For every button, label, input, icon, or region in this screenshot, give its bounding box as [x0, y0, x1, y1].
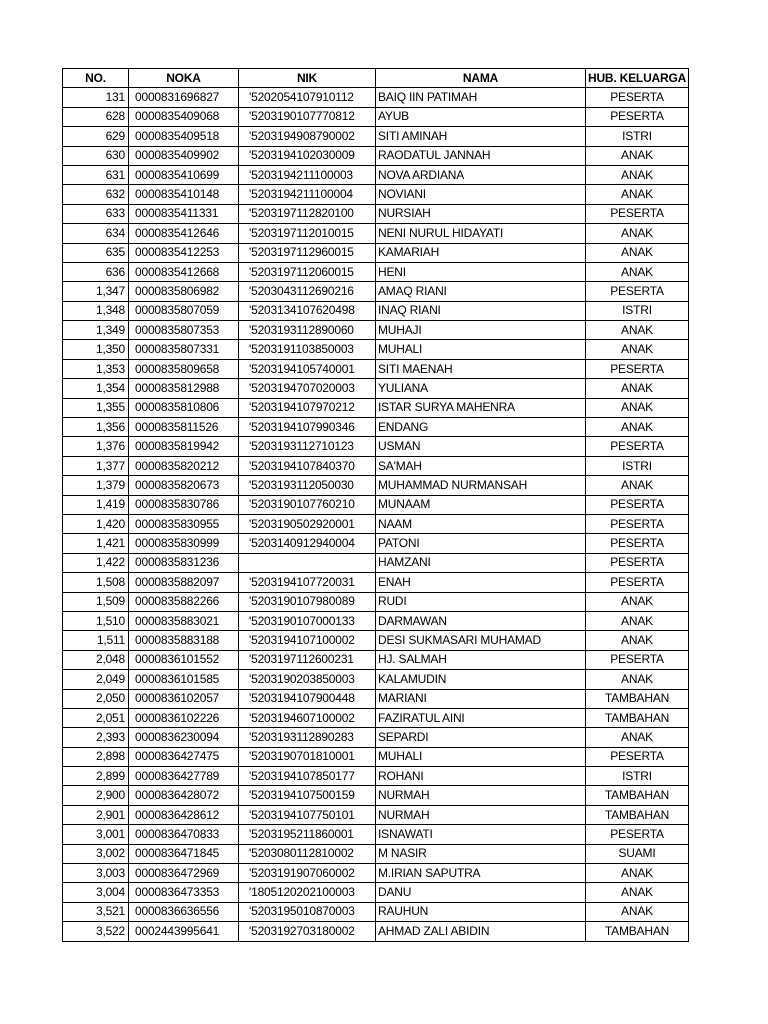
cell-nama: AYUB [376, 107, 586, 126]
cell-no: 2,049 [63, 670, 129, 689]
cell-nama: MUHAMMAD NURMANSAH [376, 476, 586, 495]
cell-hub-keluarga: ANAK [586, 418, 689, 437]
cell-nik [239, 553, 376, 572]
cell-nama: FAZIRATUL AINI [376, 708, 586, 727]
table-row [63, 592, 689, 611]
cell-no: 633 [63, 204, 129, 223]
table-row [63, 243, 689, 262]
cell-no: 3,521 [63, 902, 129, 921]
cell-nik: '5203194107100002 [239, 631, 376, 650]
cell-noka: 0000835412253 [129, 243, 239, 262]
cell-nama: AHMAD ZALI ABIDIN [376, 922, 586, 941]
cell-no: 3,004 [63, 883, 129, 902]
cell-noka: 0000835830999 [129, 534, 239, 553]
cell-nama: ENAH [376, 573, 586, 592]
cell-no: 3,002 [63, 844, 129, 863]
cell-no: 1,508 [63, 573, 129, 592]
cell-nik: '5203194107990346 [239, 418, 376, 437]
cell-no: 1,420 [63, 514, 129, 533]
cell-nik: '5203194107720031 [239, 573, 376, 592]
cell-noka: 0000835410699 [129, 165, 239, 184]
cell-no: 1,349 [63, 321, 129, 340]
cell-nama: SA'MAH [376, 456, 586, 475]
cell-nama: NENI NURUL HIDAYATI [376, 224, 586, 243]
cell-no: 1,511 [63, 631, 129, 650]
cell-no: 631 [63, 165, 129, 184]
cell-no: 2,900 [63, 786, 129, 805]
cell-nik: '5203134107620498 [239, 301, 376, 320]
table-row [63, 146, 689, 165]
table-row [63, 379, 689, 398]
cell-hub-keluarga: ANAK [586, 728, 689, 747]
cell-nik: '5203194607100002 [239, 708, 376, 727]
cell-hub-keluarga: PESERTA [586, 825, 689, 844]
cell-nama: NURSIAH [376, 204, 586, 223]
cell-no: 2,050 [63, 689, 129, 708]
cell-noka: 0000836471845 [129, 844, 239, 863]
cell-noka: 0000835809658 [129, 359, 239, 378]
cell-nik: '5203197112060015 [239, 262, 376, 281]
cell-noka: 0000836102057 [129, 689, 239, 708]
cell-no: 1,355 [63, 398, 129, 417]
cell-noka: 0000836230094 [129, 728, 239, 747]
cell-noka: 0000835882097 [129, 573, 239, 592]
cell-hub-keluarga: ISTRI [586, 456, 689, 475]
cell-noka: 0000835412668 [129, 262, 239, 281]
cell-nik: '5203190107760210 [239, 495, 376, 514]
cell-nik: '5203194105740001 [239, 359, 376, 378]
cell-no: 636 [63, 262, 129, 281]
header-no: NO. [63, 69, 129, 88]
cell-noka: 0000835409902 [129, 146, 239, 165]
cell-nik: '5203140912940004 [239, 534, 376, 553]
cell-hub-keluarga: ANAK [586, 883, 689, 902]
table-row [63, 728, 689, 747]
cell-nik: '5203194102030009 [239, 146, 376, 165]
table-row [63, 767, 689, 786]
cell-nama: HENI [376, 262, 586, 281]
cell-nama: MUHALI [376, 747, 586, 766]
cell-nik: '5203197112010015 [239, 224, 376, 243]
table-row [63, 631, 689, 650]
cell-nama: M NASIR [376, 844, 586, 863]
cell-nik: '5203191103850003 [239, 340, 376, 359]
cell-no: 1,350 [63, 340, 129, 359]
cell-nama: RAODATUL JANNAH [376, 146, 586, 165]
cell-nik: '5203191907060002 [239, 864, 376, 883]
cell-nik: '5203195211860001 [239, 825, 376, 844]
table-row [63, 689, 689, 708]
table-row [63, 340, 689, 359]
cell-hub-keluarga: ANAK [586, 146, 689, 165]
table-row [63, 165, 689, 184]
table-row [63, 88, 689, 107]
table-row [63, 224, 689, 243]
cell-nik: '5203193112890060 [239, 321, 376, 340]
cell-hub-keluarga: ANAK [586, 243, 689, 262]
table-row [63, 611, 689, 630]
cell-hub-keluarga: PESERTA [586, 573, 689, 592]
cell-no: 635 [63, 243, 129, 262]
cell-hub-keluarga: PESERTA [586, 437, 689, 456]
cell-hub-keluarga: TAMBAHAN [586, 689, 689, 708]
cell-noka: 0000836427475 [129, 747, 239, 766]
cell-noka: 0000836428612 [129, 805, 239, 824]
cell-no: 629 [63, 127, 129, 146]
cell-nama: ISTAR SURYA MAHENRA [376, 398, 586, 417]
cell-nama: BAIQ IIN PATIMAH [376, 88, 586, 107]
cell-nama: HJ. SALMAH [376, 650, 586, 669]
cell-hub-keluarga: PESERTA [586, 553, 689, 572]
cell-nik: '5203190107000133 [239, 611, 376, 630]
cell-noka: 0000835412646 [129, 224, 239, 243]
cell-noka: 0000835807353 [129, 321, 239, 340]
cell-noka: 0000836472969 [129, 864, 239, 883]
cell-noka: 0000836428072 [129, 786, 239, 805]
cell-hub-keluarga: ANAK [586, 592, 689, 611]
cell-nama: YULIANA [376, 379, 586, 398]
cell-nama: SEPARDI [376, 728, 586, 747]
cell-noka: 0000835830786 [129, 495, 239, 514]
table-row [63, 107, 689, 126]
cell-nik: '5203194211100003 [239, 165, 376, 184]
cell-nama: USMAN [376, 437, 586, 456]
cell-hub-keluarga: ANAK [586, 864, 689, 883]
cell-no: 634 [63, 224, 129, 243]
table-row [63, 747, 689, 766]
cell-hub-keluarga: ANAK [586, 611, 689, 630]
cell-noka: 0000835806982 [129, 282, 239, 301]
cell-hub-keluarga: ANAK [586, 631, 689, 650]
cell-no: 2,899 [63, 767, 129, 786]
cell-noka: 0000835883188 [129, 631, 239, 650]
cell-hub-keluarga: PESERTA [586, 359, 689, 378]
cell-no: 1,353 [63, 359, 129, 378]
cell-nik: '5203194107900448 [239, 689, 376, 708]
cell-no: 1,347 [63, 282, 129, 301]
cell-nik: '5203194107500159 [239, 786, 376, 805]
cell-hub-keluarga: TAMBAHAN [586, 786, 689, 805]
table-row [63, 883, 689, 902]
cell-hub-keluarga: ANAK [586, 321, 689, 340]
cell-nik: '5203193112050030 [239, 476, 376, 495]
cell-nama: NOVIANI [376, 185, 586, 204]
cell-hub-keluarga: PESERTA [586, 495, 689, 514]
cell-no: 3,001 [63, 825, 129, 844]
cell-no: 1,376 [63, 437, 129, 456]
table-row [63, 670, 689, 689]
cell-noka: 0000835811526 [129, 418, 239, 437]
cell-no: 2,051 [63, 708, 129, 727]
cell-hub-keluarga: TAMBAHAN [586, 708, 689, 727]
cell-nama: KALAMUDIN [376, 670, 586, 689]
cell-no: 632 [63, 185, 129, 204]
cell-hub-keluarga: PESERTA [586, 204, 689, 223]
table-row [63, 825, 689, 844]
cell-nama: DARMAWAN [376, 611, 586, 630]
cell-hub-keluarga: ANAK [586, 379, 689, 398]
cell-no: 1,509 [63, 592, 129, 611]
cell-hub-keluarga: ANAK [586, 262, 689, 281]
table-row [63, 864, 689, 883]
cell-hub-keluarga: TAMBAHAN [586, 922, 689, 941]
cell-nama: RAUHUN [376, 902, 586, 921]
cell-nama: DESI SUKMASARI MUHAMAD [376, 631, 586, 650]
cell-nik: '5203194107750101 [239, 805, 376, 824]
cell-nik: '5202054107910112 [239, 88, 376, 107]
cell-hub-keluarga: ANAK [586, 224, 689, 243]
cell-hub-keluarga: PESERTA [586, 107, 689, 126]
cell-noka: 0000836636556 [129, 902, 239, 921]
member-table [62, 68, 689, 942]
cell-no: 131 [63, 88, 129, 107]
table-row [63, 398, 689, 417]
cell-nik: '5203197112960015 [239, 243, 376, 262]
cell-hub-keluarga: PESERTA [586, 534, 689, 553]
cell-nama: RUDI [376, 592, 586, 611]
cell-hub-keluarga: ISTRI [586, 301, 689, 320]
cell-noka: 0000835409068 [129, 107, 239, 126]
table-row [63, 786, 689, 805]
cell-nama: MUHAJI [376, 321, 586, 340]
cell-noka: 0000836101552 [129, 650, 239, 669]
cell-nik: '5203190107770812 [239, 107, 376, 126]
cell-no: 2,898 [63, 747, 129, 766]
cell-noka: 0000835882266 [129, 592, 239, 611]
cell-hub-keluarga: ANAK [586, 185, 689, 204]
cell-noka: 0000835410148 [129, 185, 239, 204]
cell-nik: '5203190203850003 [239, 670, 376, 689]
cell-noka: 0000835807059 [129, 301, 239, 320]
cell-hub-keluarga: ISTRI [586, 767, 689, 786]
cell-nik: '5203193112710123 [239, 437, 376, 456]
cell-hub-keluarga: ANAK [586, 340, 689, 359]
cell-nik: '5203043112690216 [239, 282, 376, 301]
table-row [63, 301, 689, 320]
table-row [63, 359, 689, 378]
table-row [63, 476, 689, 495]
cell-no: 3,522 [63, 922, 129, 941]
cell-no: 1,348 [63, 301, 129, 320]
cell-hub-keluarga: ANAK [586, 165, 689, 184]
cell-noka: 0000835831236 [129, 553, 239, 572]
table-row [63, 708, 689, 727]
table-row [63, 573, 689, 592]
cell-noka: 0000835820212 [129, 456, 239, 475]
table-row [63, 262, 689, 281]
table-row [63, 127, 689, 146]
cell-nama: HAMZANI [376, 553, 586, 572]
cell-noka: 0000836102226 [129, 708, 239, 727]
header-row [63, 69, 689, 88]
cell-hub-keluarga: PESERTA [586, 650, 689, 669]
table-row [63, 534, 689, 553]
cell-no: 1,421 [63, 534, 129, 553]
cell-nik: '5203197112600231 [239, 650, 376, 669]
cell-no: 1,354 [63, 379, 129, 398]
cell-nik: '5203194211100004 [239, 185, 376, 204]
cell-noka: 0000836473353 [129, 883, 239, 902]
cell-hub-keluarga: TAMBAHAN [586, 805, 689, 824]
cell-no: 628 [63, 107, 129, 126]
cell-nama: INAQ RIANI [376, 301, 586, 320]
cell-nik: '5203194107850177 [239, 767, 376, 786]
table-row [63, 902, 689, 921]
cell-no: 1,419 [63, 495, 129, 514]
cell-nama: SITI AMINAH [376, 127, 586, 146]
cell-nama: NOVA ARDIANA [376, 165, 586, 184]
cell-no: 2,048 [63, 650, 129, 669]
cell-hub-keluarga: ANAK [586, 670, 689, 689]
cell-nama: AMAQ RIANI [376, 282, 586, 301]
cell-nama: KAMARIAH [376, 243, 586, 262]
table-row [63, 185, 689, 204]
cell-hub-keluarga: PESERTA [586, 514, 689, 533]
cell-noka: 0000836470833 [129, 825, 239, 844]
cell-noka: 0000835812988 [129, 379, 239, 398]
cell-hub-keluarga: ISTRI [586, 127, 689, 146]
cell-noka: 0000836427789 [129, 767, 239, 786]
cell-nik: '5203194107970212 [239, 398, 376, 417]
cell-noka: 0000835883021 [129, 611, 239, 630]
cell-no: 1,356 [63, 418, 129, 437]
table-row [63, 456, 689, 475]
cell-no: 2,901 [63, 805, 129, 824]
cell-nik: '5203192703180002 [239, 922, 376, 941]
table-body [63, 88, 689, 941]
cell-nik: '1805120202100003 [239, 883, 376, 902]
cell-nama: ISNAWATI [376, 825, 586, 844]
cell-nik: '5203190701810001 [239, 747, 376, 766]
header-noka: NOKA [129, 69, 239, 88]
cell-noka: 0000835819942 [129, 437, 239, 456]
table-row [63, 437, 689, 456]
cell-nama: NURMAH [376, 786, 586, 805]
cell-nama: M.IRIAN SAPUTRA [376, 864, 586, 883]
cell-noka: 0000835807331 [129, 340, 239, 359]
cell-nama: MARIANI [376, 689, 586, 708]
cell-no: 630 [63, 146, 129, 165]
cell-noka: 0000835409518 [129, 127, 239, 146]
table-row [63, 282, 689, 301]
cell-no: 3,003 [63, 864, 129, 883]
cell-no: 1,422 [63, 553, 129, 572]
table-row [63, 204, 689, 223]
cell-nama: NAAM [376, 514, 586, 533]
table-row [63, 650, 689, 669]
table-row [63, 553, 689, 572]
cell-hub-keluarga: PESERTA [586, 88, 689, 107]
cell-noka: 0000836101585 [129, 670, 239, 689]
cell-hub-keluarga: PESERTA [586, 747, 689, 766]
header-nik: NIK [239, 69, 376, 88]
cell-nik: '5203195010870003 [239, 902, 376, 921]
cell-nama: NURMAH [376, 805, 586, 824]
cell-hub-keluarga: ANAK [586, 902, 689, 921]
cell-nik: '5203190107980089 [239, 592, 376, 611]
cell-no: 1,379 [63, 476, 129, 495]
cell-nik: '5203197112820100 [239, 204, 376, 223]
cell-noka: 0000831696827 [129, 88, 239, 107]
cell-hub-keluarga: PESERTA [586, 282, 689, 301]
table-row [63, 321, 689, 340]
cell-nama: MUHALI [376, 340, 586, 359]
table-row [63, 495, 689, 514]
cell-nik: '5203080112810002 [239, 844, 376, 863]
cell-hub-keluarga: SUAMI [586, 844, 689, 863]
cell-noka: 0000835411331 [129, 204, 239, 223]
cell-nama: SITI MAENAH [376, 359, 586, 378]
cell-nik: '5203193112890283 [239, 728, 376, 747]
cell-nik: '5203190502920001 [239, 514, 376, 533]
cell-nik: '5203194707020003 [239, 379, 376, 398]
cell-hub-keluarga: ANAK [586, 398, 689, 417]
cell-no: 1,377 [63, 456, 129, 475]
cell-noka: 0000835820673 [129, 476, 239, 495]
member-list-sheet [62, 68, 688, 942]
table-row [63, 805, 689, 824]
header-nama: NAMA [376, 69, 586, 88]
cell-noka: 0000835810806 [129, 398, 239, 417]
table-row [63, 418, 689, 437]
table-row [63, 844, 689, 863]
cell-nik: '5203194908790002 [239, 127, 376, 146]
table-row [63, 514, 689, 533]
cell-no: 1,510 [63, 611, 129, 630]
cell-nama: ROHANI [376, 767, 586, 786]
cell-hub-keluarga: ANAK [586, 476, 689, 495]
cell-no: 2,393 [63, 728, 129, 747]
cell-nama: MUNAAM [376, 495, 586, 514]
cell-nik: '5203194107840370 [239, 456, 376, 475]
table-row [63, 922, 689, 941]
header-hub-keluarga: HUB. KELUARGA [586, 69, 689, 88]
cell-noka: 0002443995641 [129, 922, 239, 941]
cell-nama: ENDANG [376, 418, 586, 437]
cell-nama: DANU [376, 883, 586, 902]
cell-nama: PATONI [376, 534, 586, 553]
cell-noka: 0000835830955 [129, 514, 239, 533]
